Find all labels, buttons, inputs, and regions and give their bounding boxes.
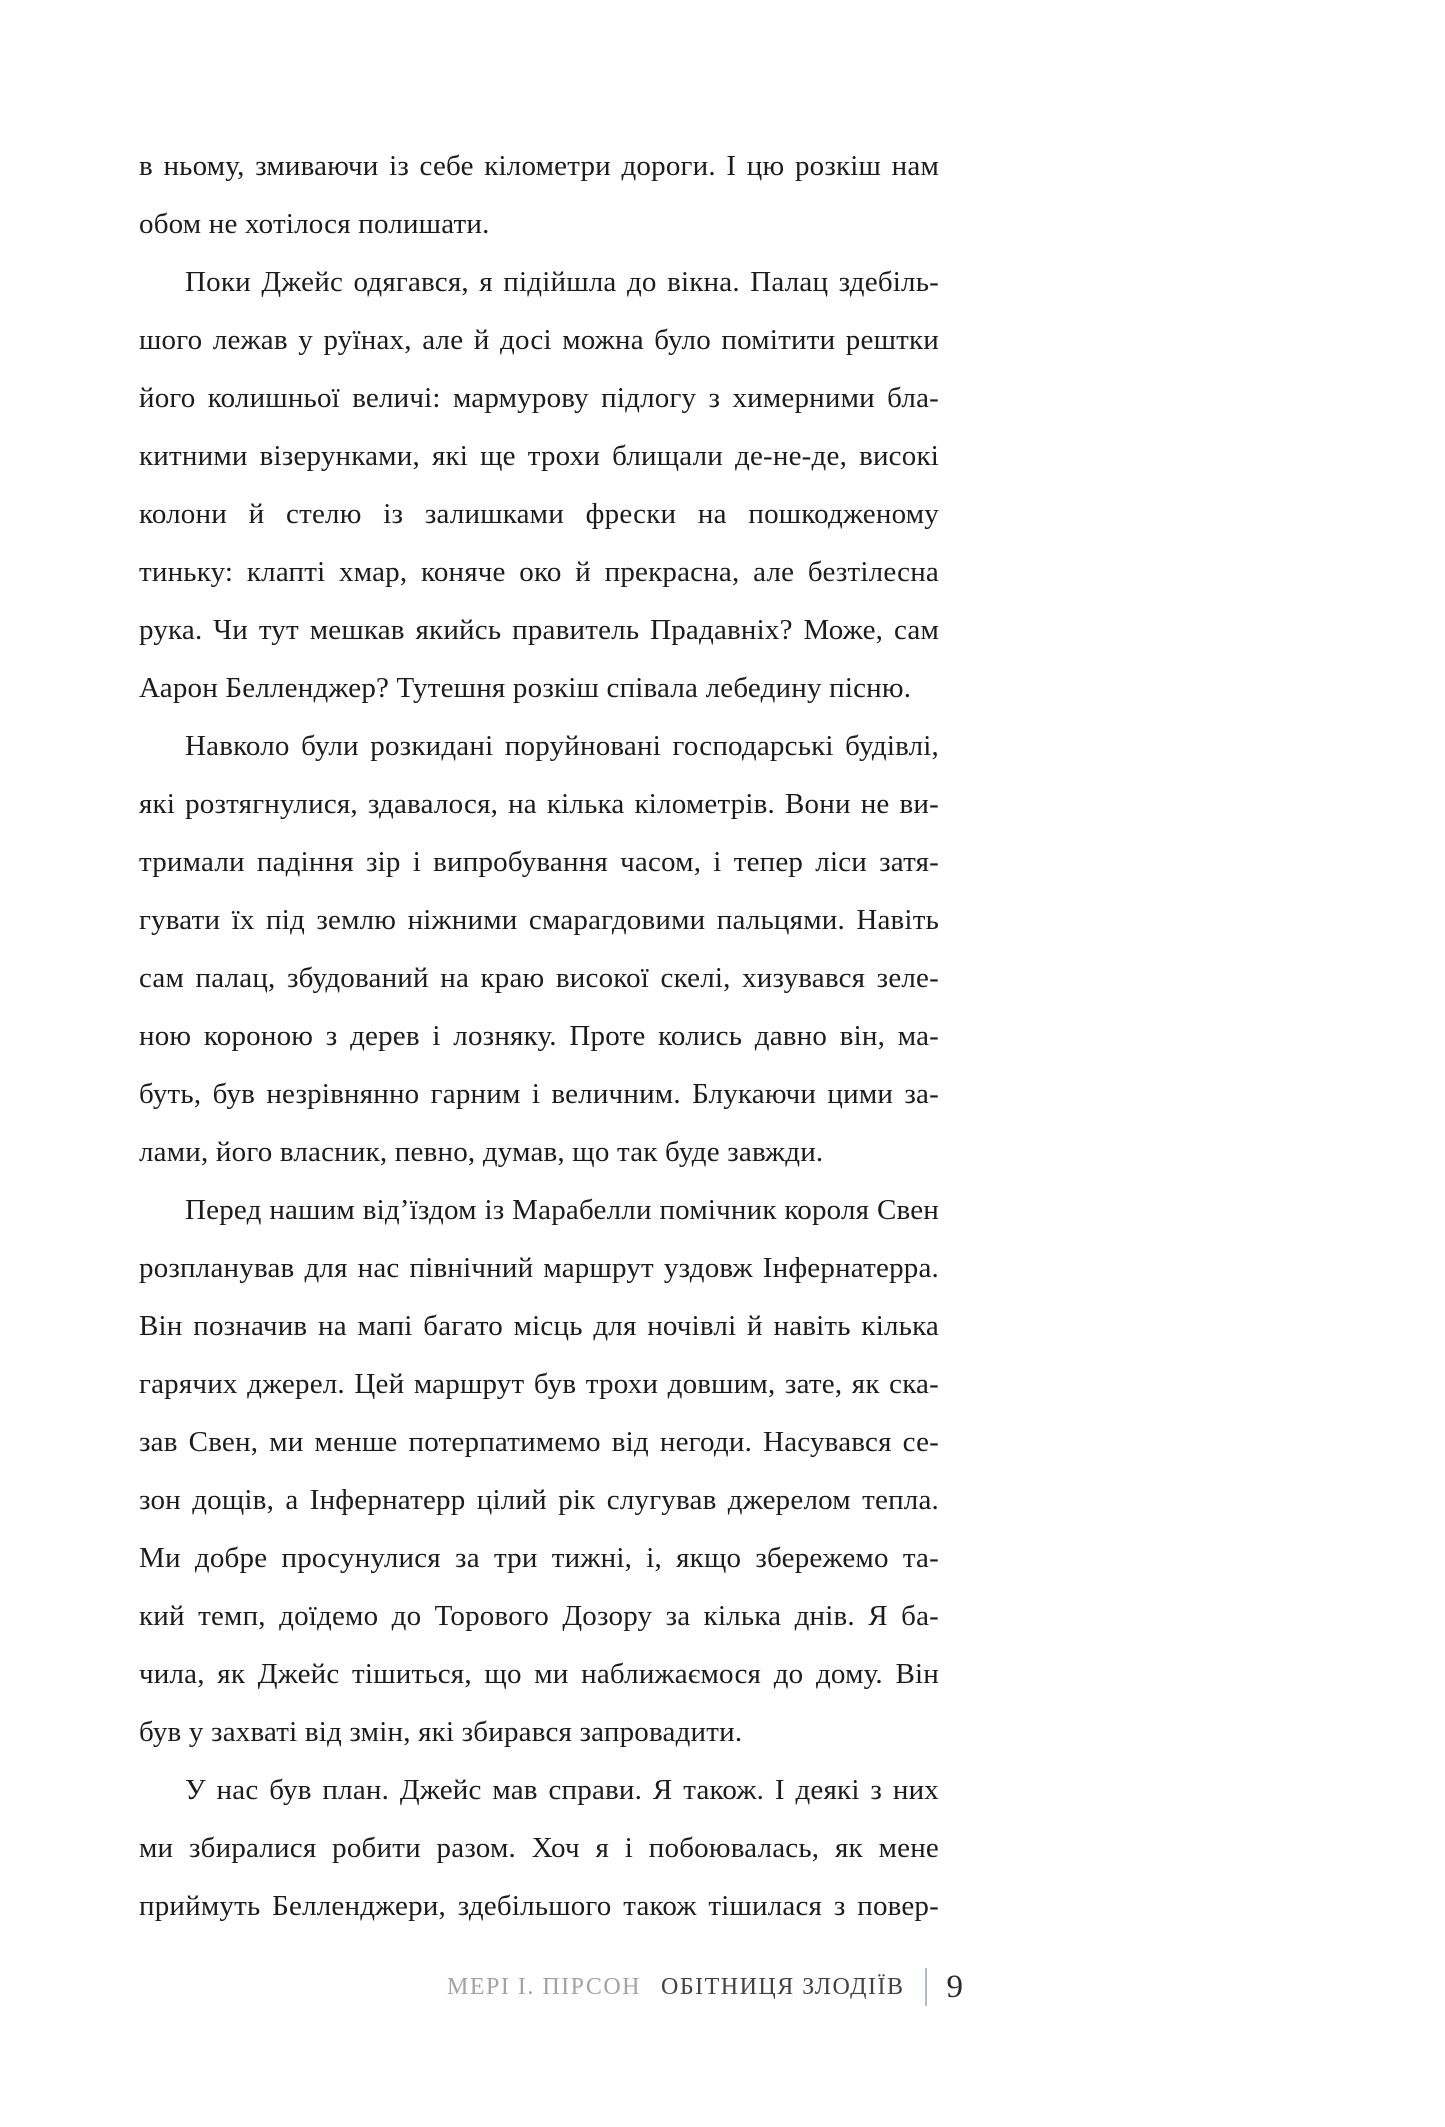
- text-line: його колишньої величі: мармурову підлогу з химерними бла-: [139, 382, 939, 414]
- text-line: зав Свен, ми менше потерпатимемо від негоди. Насувався се-: [139, 1426, 939, 1458]
- text-line: Поки Джейс одягався, я підійшла до вікна. Палац здебіль-: [185, 266, 939, 298]
- text-line: зон дощів, а Інфернатерр цілий рік слугував джерелом тепла.: [139, 1484, 939, 1516]
- footer-book-title: ОБІТНИЦЯ ЗЛОДІЇВ: [660, 1973, 905, 2000]
- text-line: розпланував для нас північний маршрут уздовж Інфернатерра.: [139, 1252, 939, 1284]
- text-line: рука. Чи тут мешкав якийсь правитель Прадавніх? Може, сам: [139, 614, 939, 646]
- text-block: [139, 137, 939, 1935]
- text-line: колони й стелю із залишками фрески на пошкодженому: [139, 498, 939, 530]
- text-line: кий темп, доїдемо до Торового Дозору за кілька днів. Я ба-: [139, 1600, 939, 1632]
- footer-separator: [925, 1968, 927, 2006]
- text-line: лами, його власник, певно, думав, що так буде завжди.: [139, 1136, 824, 1168]
- text-line: ми збиралися робити разом. Хоч я і побоювалась, як мене: [139, 1832, 939, 1864]
- text-line: чила, як Джейс тішиться, що ми наближаємося до дому. Він: [139, 1658, 939, 1690]
- text-line: гувати їх під землю ніжними смарагдовими пальцями. Навіть: [139, 904, 939, 936]
- text-line: був у захваті від змін, які збирався запровадити.: [139, 1716, 743, 1748]
- text-line: Перед нашим від’їздом із Марабелли помічник короля Свен: [185, 1194, 939, 1226]
- text-line: шого лежав у руїнах, але й досі можна було помітити рештки: [139, 324, 939, 356]
- text-line: гарячих джерел. Цей маршрут був трохи довшим, зате, як ска-: [139, 1368, 939, 1400]
- text-line: тримали падіння зір і випробування часом, і тепер ліси затя-: [139, 846, 939, 878]
- text-line: ною короною з дерев і лозняку. Проте колись давно він, ма-: [139, 1020, 939, 1052]
- text-line: буть, був незрівнянно гарним і величним. Блукаючи цими за-: [139, 1078, 939, 1110]
- text-line: обом не хотілося полишати.: [139, 208, 490, 240]
- page-footer: [139, 1968, 963, 2006]
- page-number: 9: [946, 1969, 963, 2005]
- text-line: приймуть Белленджери, здебільшого також тішилася з повер-: [139, 1890, 939, 1922]
- text-line: Ми добре просунулися за три тижні, і, якщо збережемо та-: [139, 1542, 939, 1574]
- text-line: тиньку: клапті хмар, коняче око й прекрасна, але безтілесна: [139, 556, 939, 588]
- text-line: У нас був план. Джейс мав справи. Я також. І деякі з них: [185, 1774, 939, 1806]
- footer-author: МЕРІ І. ПІРСОН: [447, 1973, 641, 2000]
- text-line: китними візерунками, які ще трохи блищали де-не-де, високі: [139, 440, 939, 472]
- text-line: Він позначив на мапі багато місць для ночівлі й навіть кілька: [139, 1310, 939, 1342]
- text-line: в ньому, змиваючи із себе кілометри дороги. І цю розкіш нам: [139, 150, 939, 182]
- text-line: Аарон Белленджер? Тутешня розкіш співала лебедину пісню.: [139, 672, 912, 704]
- text-line: Навколо були розкидані поруйновані господарські будівлі,: [185, 730, 939, 762]
- text-line: які розтягнулися, здавалося, на кілька кілометрів. Вони не ви-: [139, 788, 939, 820]
- text-line: сам палац, збудований на краю високої скелі, хизувався зеле-: [139, 962, 939, 994]
